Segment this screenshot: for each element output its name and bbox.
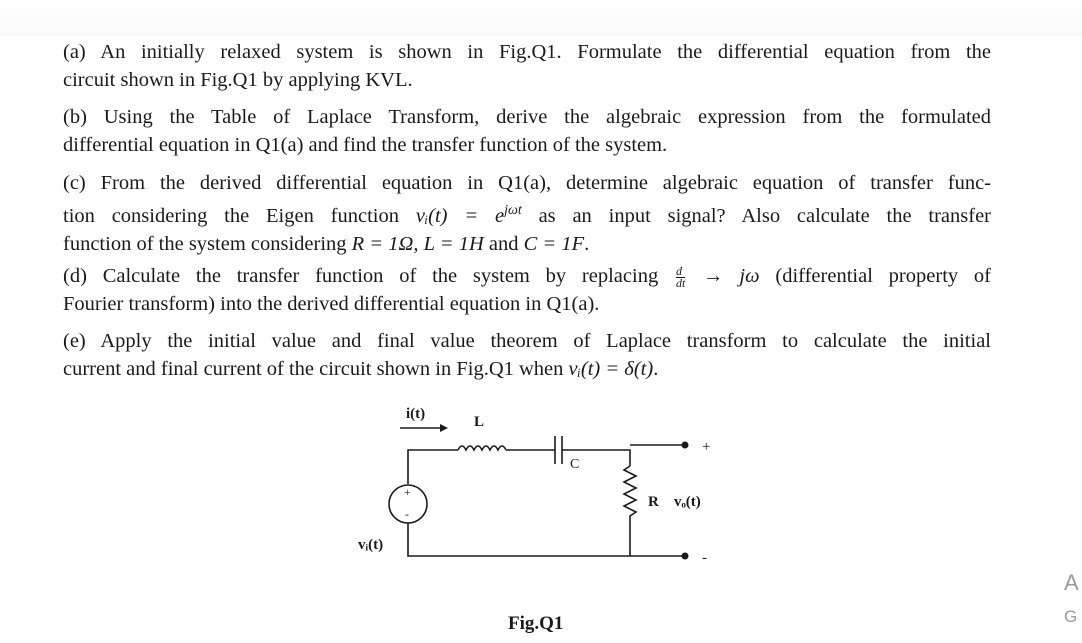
question-c-line-3-and: and [483, 232, 524, 255]
resistor-label: R [648, 494, 659, 510]
capacitor-label: C [570, 457, 580, 472]
question-d-line-2: Fourier transform) into the derived differential equation in Q1(a). [63, 293, 600, 315]
question-b-line-2: differential equation in Q1(a) and find the transfer function of the system. [63, 134, 668, 156]
fraction-denominator: dt [676, 275, 686, 290]
question-e-line-2 [63, 355, 991, 383]
question-d-line-1 [63, 262, 991, 290]
side-fragment-top: A [1064, 570, 1079, 595]
question-b [63, 103, 991, 159]
j-omega-math: → jω [687, 265, 760, 287]
question-a-line-2: circuit shown in Fig.Q1 by applying KVL. [63, 69, 413, 91]
question-c [63, 169, 991, 258]
wire-bottom [408, 523, 685, 556]
question-e-line-1: (e) Apply the initial value and final value theorem of Laplace transform to calculate the initial [63, 330, 991, 352]
component-values-math: R = 1Ω, L = 1H [351, 232, 484, 255]
output-voltage-label: vₒ(t) [674, 494, 701, 510]
source-minus-label: - [405, 507, 409, 521]
input-voltage-label: vᵢ(t) [358, 537, 384, 553]
wire-source-top [408, 450, 458, 484]
resistor-symbol [624, 466, 636, 556]
inductor-symbol [458, 446, 506, 450]
impulse-input-math: vᵢ(t) = δ(t) [568, 358, 654, 380]
question-c-line-2-rest: as an input signal? Also calculate the transfer [521, 204, 991, 227]
capacitor-value-math: C = 1F [523, 232, 585, 255]
question-c-line-1: (c) From the derived differential equation in Q1(a), determine algebraic equation of transfer func- [63, 172, 991, 194]
question-e-line-2-end: . [653, 358, 659, 380]
fraction-numerator: d [676, 266, 685, 278]
output-plus-label: + [702, 439, 711, 455]
source-plus-label: + [404, 485, 411, 499]
question-a-line-1: (a) An initially relaxed system is shown in Fig.Q1. Formulate the differential equation from the [63, 41, 991, 63]
question-d-line-1-rest: (differential property of [759, 265, 991, 287]
question-c-line-2 [63, 197, 991, 230]
current-arrow-head [440, 424, 448, 432]
question-e-line-2-text: current and final current of the circuit shown in Fig.Q1 when [63, 358, 569, 380]
question-d [63, 262, 991, 318]
output-terminal-bottom [682, 553, 689, 560]
output-minus-label: - [702, 550, 707, 566]
derivative-fraction [676, 263, 686, 290]
question-c-line-3-end: . [584, 232, 590, 255]
side-fragment-bottom: G [1064, 607, 1078, 626]
question-c-line-2-text: tion considering the Eigen function [63, 204, 416, 227]
question-b-line-1: (b) Using the Table of Laplace Transform, derive the algebraic expression from the formulated [63, 106, 991, 128]
figure-caption: Fig.Q1 [508, 613, 564, 634]
question-e [63, 327, 991, 383]
question-c-line-3-text: function of the system considering [63, 232, 352, 255]
question-d-line-1-text: (d) Calculate the transfer function of the system by replacing [63, 265, 674, 287]
top-band [0, 0, 1082, 36]
current-label: i(t) [406, 406, 426, 422]
question-a [63, 38, 991, 94]
circuit-diagram [340, 398, 740, 578]
question-c-line-3 [63, 230, 991, 258]
inductor-label: L [474, 414, 485, 430]
eigen-exponent: jωt [504, 203, 522, 218]
output-terminal-top [682, 442, 689, 449]
eigen-function-math: vᵢ(t) = e [415, 204, 505, 227]
